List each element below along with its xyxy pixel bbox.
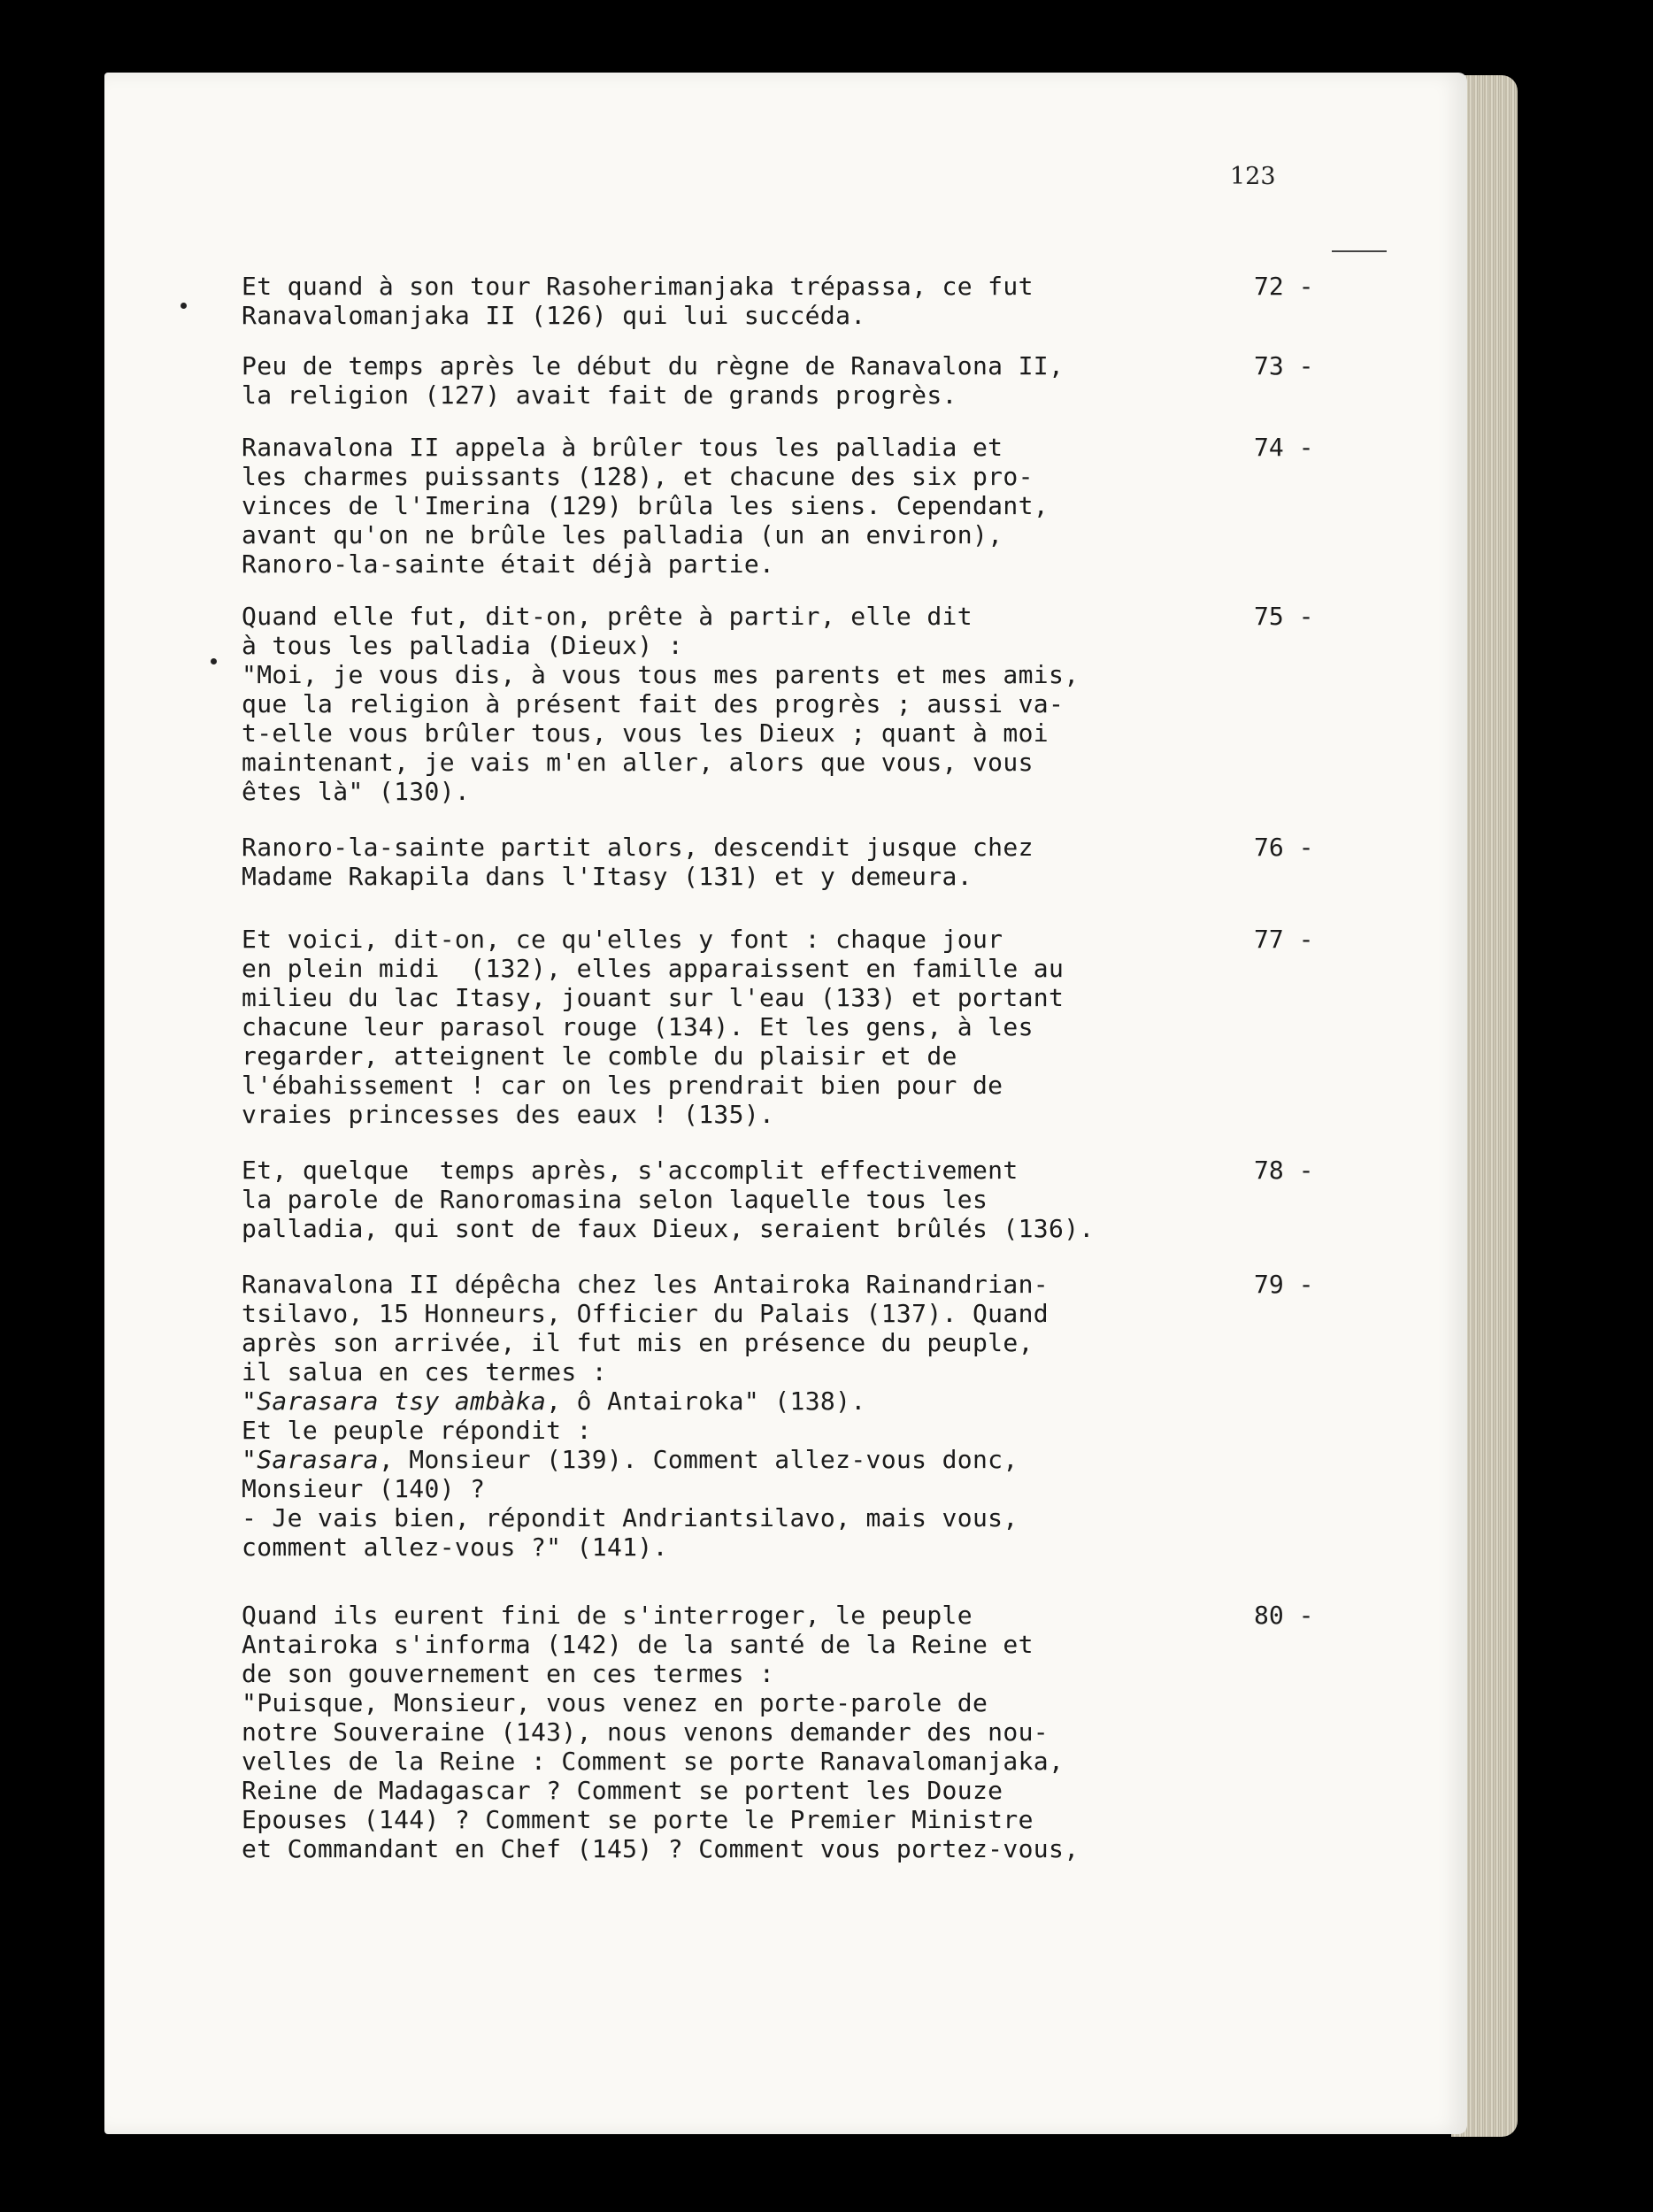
paragraph-number: 74 - xyxy=(1254,433,1314,462)
text-line: - Je vais bien, répondit Andriantsilavo, mais vous, xyxy=(242,1503,1019,1532)
page-number: 123 xyxy=(1230,163,1276,190)
text-line: chacune leur parasol rouge (134). Et les gens, à les xyxy=(242,1012,1034,1041)
paragraph xyxy=(242,272,1419,330)
margin-dot xyxy=(211,658,217,664)
text-line: tsilavo, 15 Honneurs, Officier du Palais (137). Quand xyxy=(242,1299,1049,1328)
text-line: vraies princesses des eaux ! (135). xyxy=(242,1100,775,1129)
text-line: et Commandant en Chef (145) ? Comment vous portez-vous, xyxy=(242,1834,1080,1863)
text-line: palladia, qui sont de faux Dieux, seraient brûlés (136). xyxy=(242,1214,1095,1243)
text-line: Ranavalona II appela à brûler tous les palladia et xyxy=(242,433,1003,462)
text-line: de son gouvernement en ces termes : xyxy=(242,1659,775,1688)
paragraph-number: 73 - xyxy=(1254,351,1314,380)
text-line: êtes là" (130). xyxy=(242,777,471,806)
text-line: Monsieur (140) ? xyxy=(242,1474,486,1503)
text-line: notre Souveraine (143), nous venons demander des nou- xyxy=(242,1717,1049,1747)
text-line: les charmes puissants (128), et chacune des six pro- xyxy=(242,462,1034,491)
text-line: Ranoro-la-sainte était déjà partie. xyxy=(242,549,775,579)
paragraph xyxy=(242,1270,1419,1562)
paragraph xyxy=(242,833,1419,891)
text-line: Et quand à son tour Rasoherimanjaka trépassa, ce fut xyxy=(242,272,1034,301)
text-line: Et, quelque temps après, s'accomplit effectivement xyxy=(242,1156,1019,1185)
text-line: milieu du lac Itasy, jouant sur l'eau (133) et portant xyxy=(242,983,1065,1012)
text-line: avant qu'on ne brûle les palladia (un an environ), xyxy=(242,520,1003,549)
text-line: Et le peuple répondit : xyxy=(242,1416,592,1445)
paragraph-number: 78 - xyxy=(1254,1156,1314,1185)
text-line: Ranavalomanjaka II (126) qui lui succéda. xyxy=(242,301,866,330)
margin-dot xyxy=(181,303,187,309)
paragraph xyxy=(242,1601,1419,1863)
text-line: t-elle vous brûler tous, vous les Dieux ; quant à moi xyxy=(242,718,1049,748)
text-line: que la religion à présent fait des progrès ; aussi va- xyxy=(242,689,1065,718)
paragraph xyxy=(242,1156,1419,1243)
text-line: "Moi, je vous dis, à vous tous mes parents et mes amis, xyxy=(242,660,1080,689)
paragraph-number: 76 - xyxy=(1254,833,1314,862)
text-line: Epouses (144) ? Comment se porte le Premier Ministre xyxy=(242,1805,1034,1834)
text-line: "Sarasara, Monsieur (139). Comment allez-vous donc, xyxy=(242,1445,1019,1474)
text-line: Quand elle fut, dit-on, prête à partir, elle dit xyxy=(242,602,973,631)
paragraph-number: 79 - xyxy=(1254,1270,1314,1299)
text-line: Et voici, dit-on, ce qu'elles y font : chaque jour xyxy=(242,925,1003,954)
paragraph xyxy=(242,433,1419,579)
text-line: après son arrivée, il fut mis en présence du peuple, xyxy=(242,1328,1034,1357)
paragraph xyxy=(242,602,1419,806)
text-line: Quand ils eurent fini de s'interroger, le peuple xyxy=(242,1601,973,1630)
margin-rule xyxy=(1332,250,1387,252)
text-line: en plein midi (132), elles apparaissent en famille au xyxy=(242,954,1065,983)
text-line: la religion (127) avait fait de grands progrès. xyxy=(242,380,957,410)
text-line: à tous les palladia (Dieux) : xyxy=(242,631,684,660)
text-line: vinces de l'Imerina (129) brûla les siens. Cependant, xyxy=(242,491,1049,520)
text-line: il salua en ces termes : xyxy=(242,1357,607,1386)
text-line: maintenant, je vais m'en aller, alors que vous, vous xyxy=(242,748,1034,777)
paragraph-number: 72 - xyxy=(1254,272,1314,301)
paragraph xyxy=(242,351,1419,410)
paragraph-number: 75 - xyxy=(1254,602,1314,631)
text-line: Madame Rakapila dans l'Itasy (131) et y demeura. xyxy=(242,862,973,891)
text-line: Antairoka s'informa (142) de la santé de la Reine et xyxy=(242,1630,1034,1659)
text-line: Ranavalona II dépêcha chez les Antairoka Rainandrian- xyxy=(242,1270,1049,1299)
text-line: l'ébahissement ! car on les prendrait bien pour de xyxy=(242,1071,1003,1100)
text-line: "Puisque, Monsieur, vous venez en porte-parole de xyxy=(242,1688,988,1717)
text-line: Ranoro-la-sainte partit alors, descendit jusque chez xyxy=(242,833,1034,862)
paragraph-number: 80 - xyxy=(1254,1601,1314,1630)
paragraph-number: 77 - xyxy=(1254,925,1314,954)
text-line: "Sarasara tsy ambàka, ô Antairoka" (138). xyxy=(242,1386,866,1416)
text-line: Peu de temps après le début du règne de Ranavalona II, xyxy=(242,351,1065,380)
text-line: comment allez-vous ?" (141). xyxy=(242,1532,668,1562)
text-line: velles de la Reine : Comment se porte Ranavalomanjaka, xyxy=(242,1747,1065,1776)
text-line: regarder, atteignent le comble du plaisir et de xyxy=(242,1041,957,1071)
text-line: Reine de Madagascar ? Comment se portent les Douze xyxy=(242,1776,1003,1805)
body-text xyxy=(242,272,1419,1863)
paragraph xyxy=(242,925,1419,1129)
text-line: la parole de Ranoromasina selon laquelle tous les xyxy=(242,1185,988,1214)
